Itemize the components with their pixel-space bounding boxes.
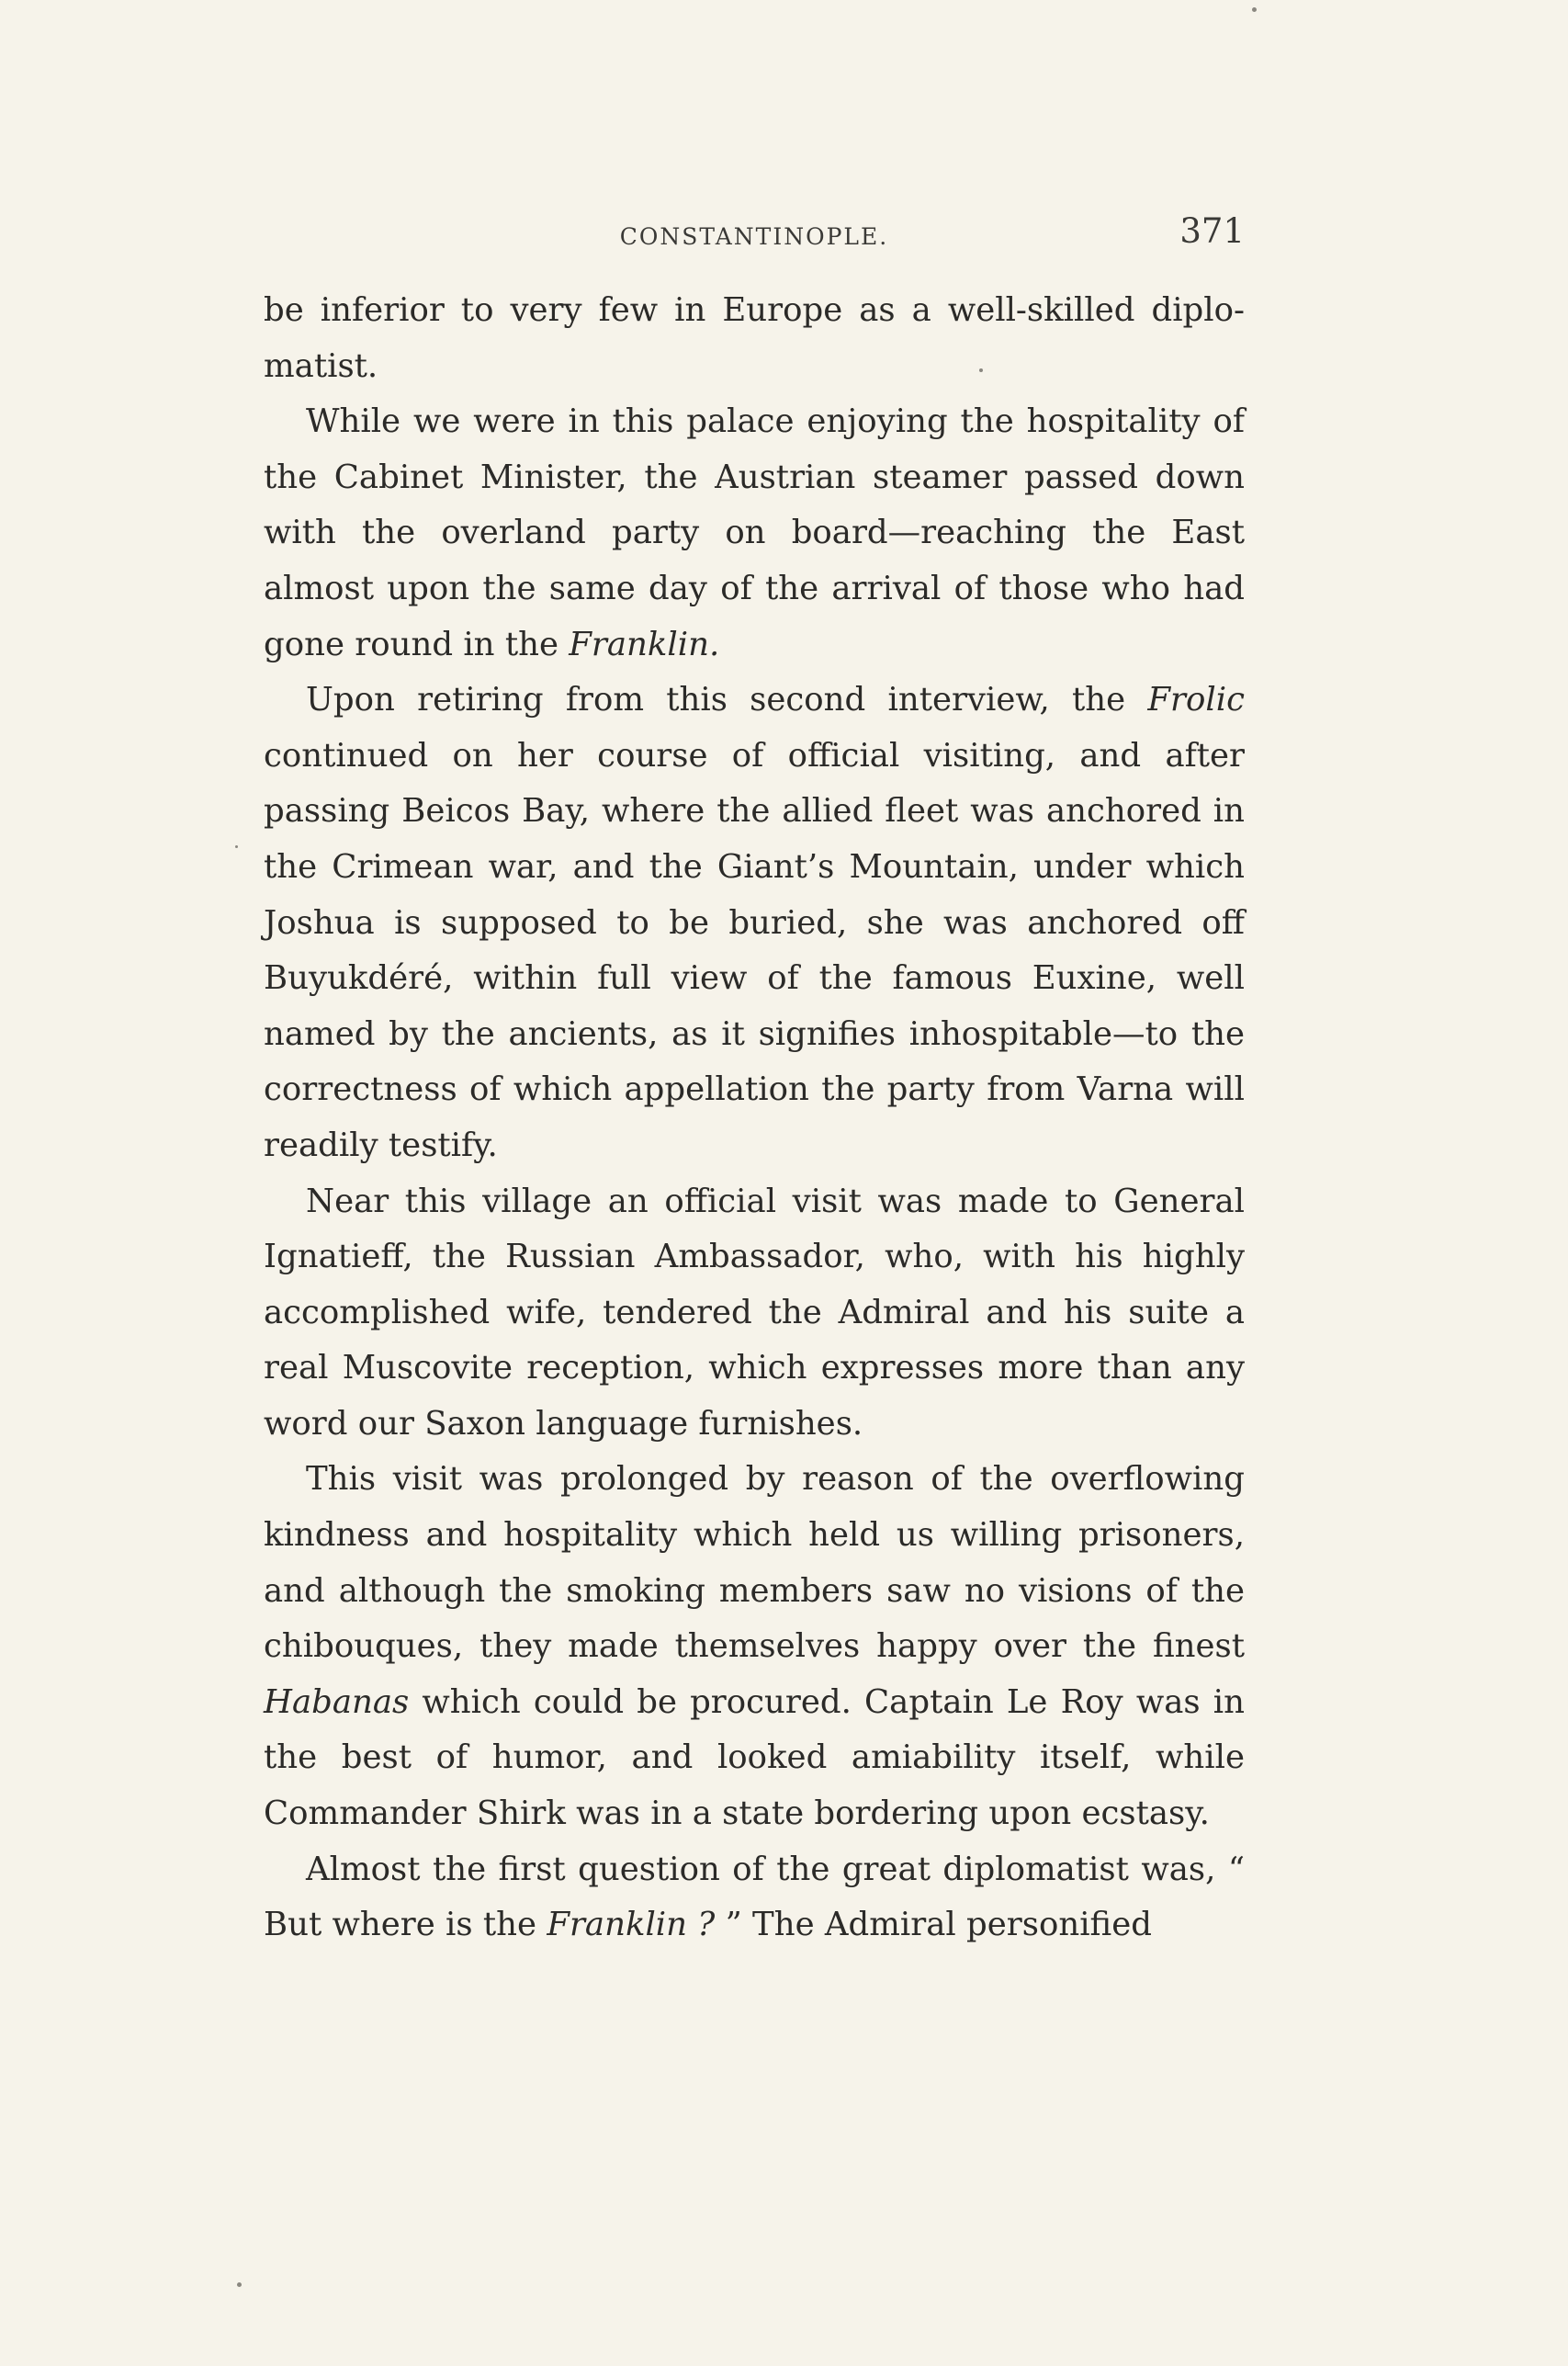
page-number: 371 <box>1179 211 1245 251</box>
paragraph <box>264 1452 1245 1841</box>
paragraph <box>264 673 1245 1173</box>
paragraph <box>264 283 1245 394</box>
italic-run: Frolic <box>1147 681 1245 719</box>
paragraph <box>264 1174 1245 1453</box>
text-run: be inferior to very few in Europe as a well-skilled diplo-matist. <box>264 291 1245 385</box>
italic-run: Franklin ? <box>547 1906 716 1944</box>
text-run: ” The Admiral personified <box>715 1906 1152 1944</box>
text-run: While we were in this palace enjoying the hospitality of the Cabinet Minister, the Austrian steamer passed down with the overland party on board—reaching the East almost upon the same day of the arrival of those who had gone round in the <box>264 402 1245 663</box>
text-run: Upon retiring from this second interview, the <box>306 681 1148 719</box>
paper-speck <box>235 845 238 848</box>
italic-run: Habanas <box>264 1682 410 1721</box>
text-run: Near this village an official visit was made to General Ignatieff, the Russian Ambassador, who, with his highly accomplished wife, tendered the Admiral and his suite a real Muscovite reception, which expresses more than any word our Saxon language furnishes. <box>264 1182 1245 1443</box>
text-run: continued on her course of official visiting, and after passing Beicos Bay, where the allied fleet was anchored in the Crimean war, and the Giant’s Mountain, under which Joshua is supposed to be buried, she was anchored off Buyukdéré, within full view of the famous Euxine, well named by the ancients, as it signifies inhospitable—to the correctness of which appellation the party from Varna will readily testify. <box>264 736 1245 1164</box>
paper-speck <box>979 368 983 372</box>
paper-speck <box>237 2282 242 2287</box>
running-title: CONSTANTINOPLE. <box>619 223 889 250</box>
text-run: Almost the first question of the great diplomatist was, “ But where is the <box>264 1850 1245 1944</box>
italic-run: Franklin. <box>569 625 720 663</box>
running-head <box>264 207 1245 262</box>
text-run: which could be procured. Captain Le Roy was in the best of humor, and looked amiability itself, while Commander Shirk was in a state bordering upon ecstasy. <box>264 1682 1245 1833</box>
paragraph <box>264 1842 1245 1953</box>
paragraph <box>264 394 1245 673</box>
body-text <box>264 283 1245 1953</box>
text-run: This visit was prolonged by reason of the overflowing kindness and hospitality which held us willing prisoners, and although the smoking members saw no visions of the chibouques, they made themselves happy over the finest <box>264 1460 1245 1666</box>
paper-speck <box>1252 7 1257 12</box>
